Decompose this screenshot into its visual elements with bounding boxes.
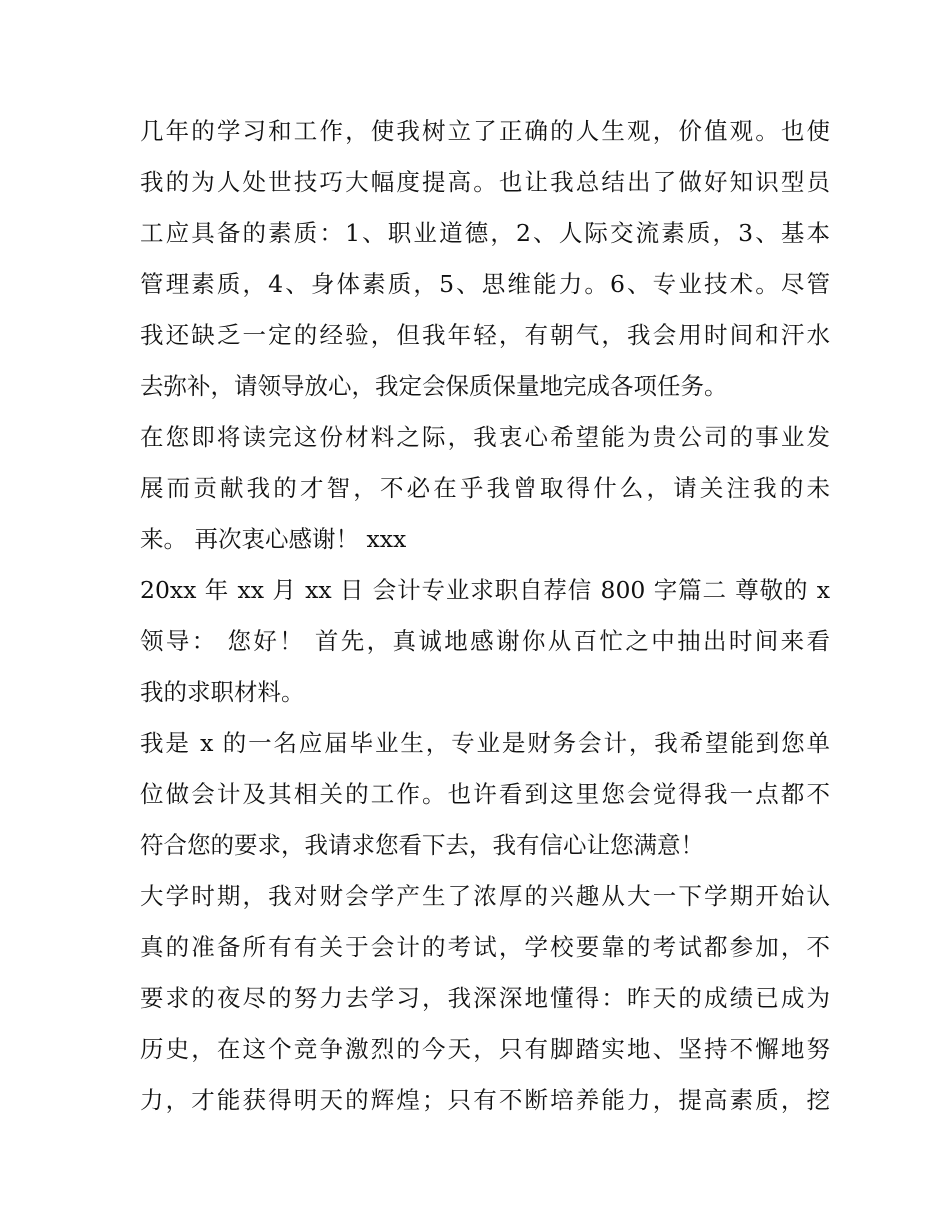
text-line: 领导： 您好！ 首先，真诚地感谢你从百忙之中抽出时间来看 [140,627,830,655]
text-line: 我的求职材料。 [140,678,305,706]
text-line: 展而贡献我的才智，不必在乎我曾取得什么，请关注我的未 [140,474,830,502]
text-line: 管理素质，4、身体素质，5、思维能力。6、专业技术。尽管 [140,270,830,298]
text-line: 历史，在这个竞争激烈的今天，只有脚踏实地、坚持不懈地努 [140,1035,830,1063]
document-body [140,106,830,1126]
text-line: 要求的夜尽的努力去学习，我深深地懂得：昨天的成绩已成为 [140,984,830,1012]
text-line: 我的为人处世技巧大幅度提高。也让我总结出了做好知识型员 [140,168,830,196]
text-line: 大学时期，我对财会学产生了浓厚的兴趣从大一下学期开始认 [140,882,830,910]
text-line: 来。 再次衷心感谢！ xxx [140,525,407,553]
text-line: 真的准备所有有关于会计的考试，学校要靠的考试都参加，不 [140,933,830,961]
paragraph-5 [140,871,830,1126]
text-line: 我是 x 的一名应届毕业生，专业是财务会计，我希望能到您单 [140,729,830,757]
paragraph-4 [140,718,830,871]
text-line: 力，才能获得明天的辉煌；只有不断培养能力，提高素质，挖 [140,1086,830,1114]
text-line: 位做会计及其相关的工作。也许看到这里您会觉得我一点都不 [140,780,830,808]
paragraph-3 [140,565,830,718]
text-line: 去弥补，请领导放心，我定会保质保量地完成各项任务。 [140,372,728,400]
text-line: 我还缺乏一定的经验，但我年轻，有朝气，我会用时间和汗水 [140,321,830,349]
paragraph-2 [140,412,830,565]
text-line: 几年的学习和工作，使我树立了正确的人生观，价值观。也使 [140,117,830,145]
text-line: 工应具备的素质：1、职业道德，2、人际交流素质，3、基本 [140,219,830,247]
paragraph-1 [140,106,830,412]
text-line: 在您即将读完这份材料之际，我衷心希望能为贵公司的事业发 [140,423,830,451]
text-line: 20xx 年 xx 月 xx 日 会计专业求职自荐信 800 字篇二 尊敬的 x [140,576,830,604]
text-line: 符合您的要求，我请求您看下去，我有信心让您满意！ [140,831,704,859]
